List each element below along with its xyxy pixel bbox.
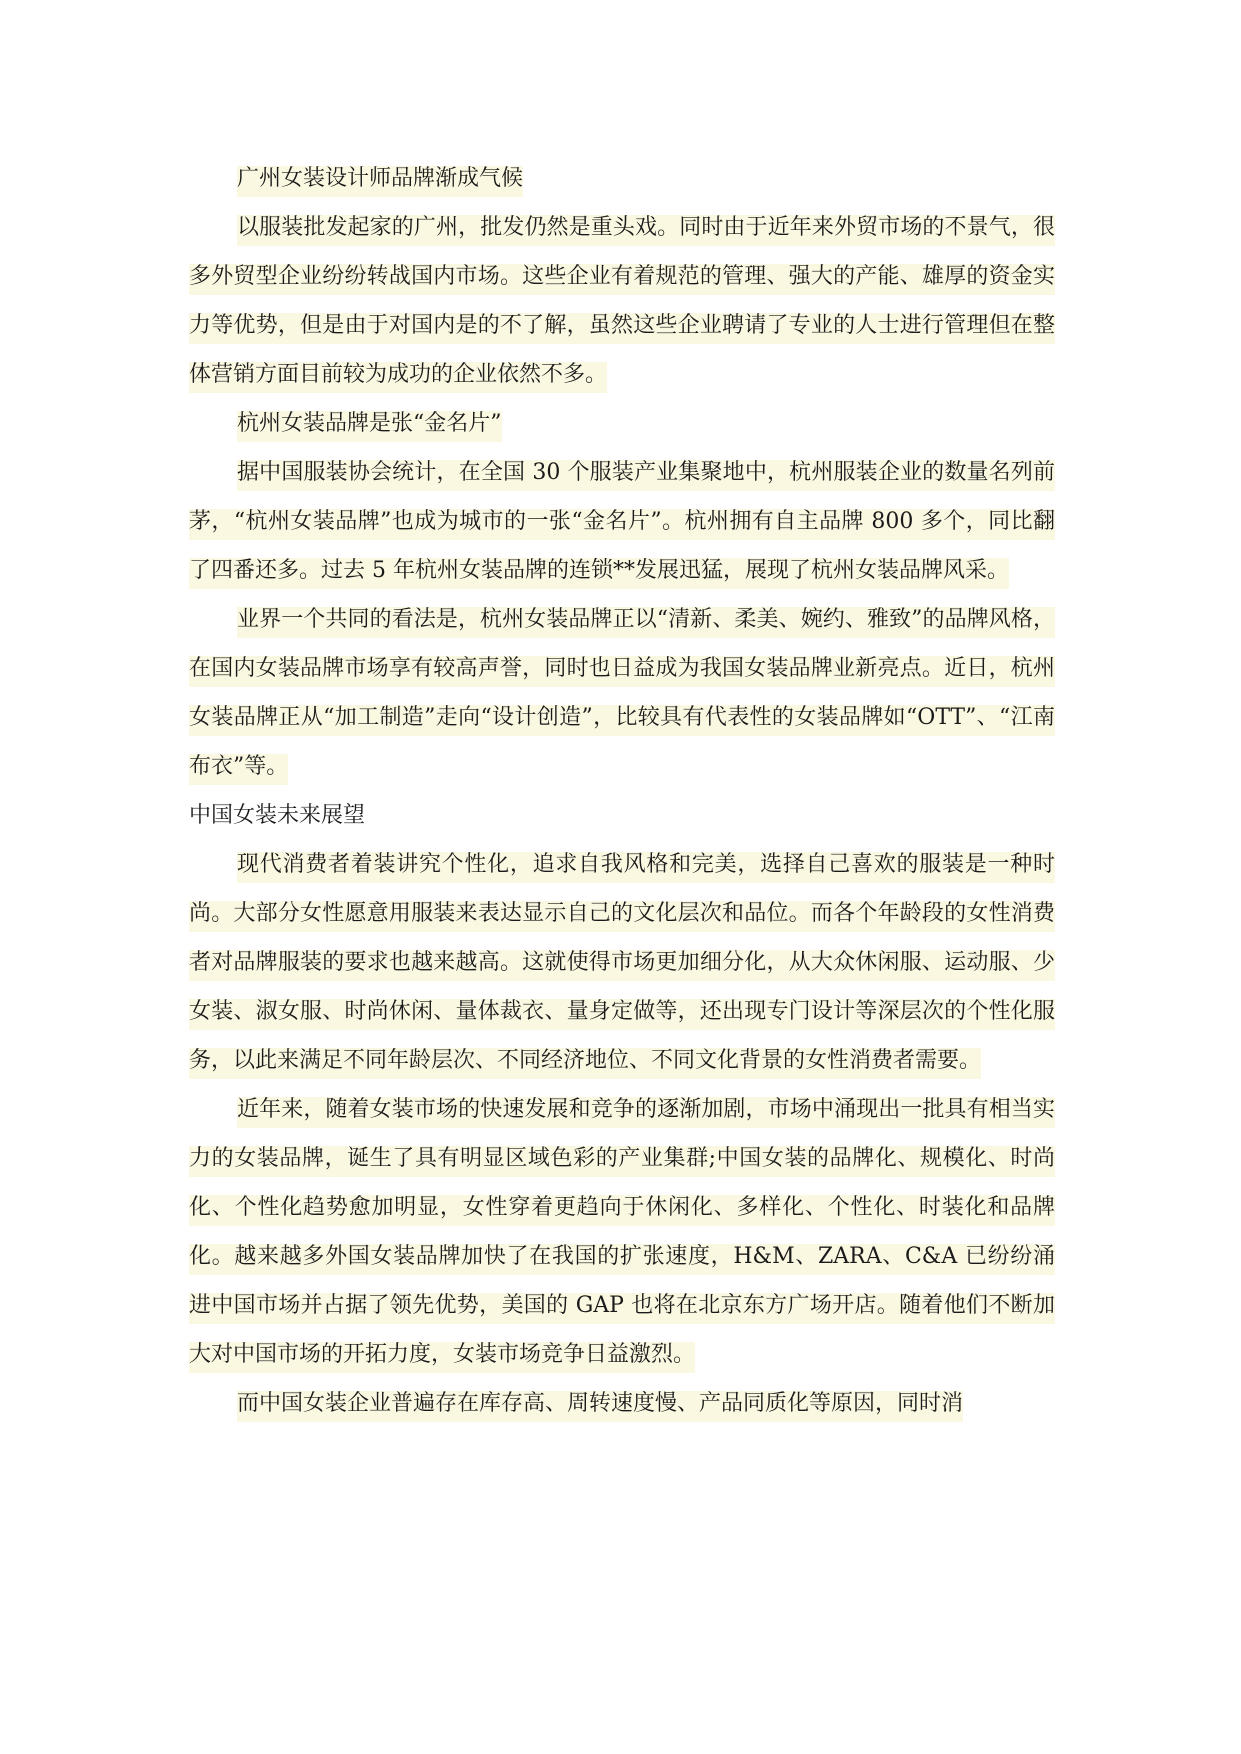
paragraph-market-competition-text: 近年来，随着女装市场的快速发展和竞争的逐渐加剧，市场中涌现出一批具有相当实力的女装品牌，诞生了具有明显区域色彩的产业集群;中国女装的品牌化、规模化、时尚化、个性化趋势愈加明显，女性穿着更趋向于休闲化、多样化、个性化、时装化和品牌化。越来越多外国女装品牌加快了在我国的扩张速度，H&M、ZARA、C&A 已纷纷涌进中国市场并占据了领先优势，美国的 GAP 也将在北京东方广场开店。随着他们不断加大对中国市场的开拓力度，女装市场竞争日益激烈。 xyxy=(189,1097,1055,1373)
paragraph-inventory-issues xyxy=(189,1379,1055,1428)
subheading-hangzhou xyxy=(189,399,1055,448)
paragraph-consumer-trends-text: 现代消费者着装讲究个性化，追求自我风格和完美，选择自己喜欢的服装是一种时尚。大部分女性愿意用服装来表达显示自己的文化层次和品位。而各个年龄段的女性消费者对品牌服装的要求也越来越高。这就使得市场更加细分化，从大众休闲服、运动服、少女装、淑女服、时尚休闲、量体裁衣、量身定做等，还出现专门设计等深层次的个性化服务，以此来满足不同年龄层次、不同经济地位、不同文化背景的女性消费者需要。 xyxy=(189,852,1055,1079)
subheading-guangzhou xyxy=(189,154,1055,203)
paragraph-consumer-trends xyxy=(189,840,1055,1085)
paragraph-hangzhou-style xyxy=(189,595,1055,791)
paragraph-guangzhou-wholesale-text: 以服装批发起家的广州，批发仍然是重头戏。同时由于近年来外贸市场的不景气，很多外贸型企业纷纷转战国内市场。这些企业有着规范的管理、强大的产能、雄厚的资金实力等优势，但是由于对国内是的不了解，虽然这些企业聘请了专业的人士进行管理但在整体营销方面目前较为成功的企业依然不多。 xyxy=(189,215,1055,393)
paragraph-hangzhou-statistics xyxy=(189,448,1055,595)
paragraph-guangzhou-wholesale xyxy=(189,203,1055,399)
paragraph-hangzhou-statistics-text: 据中国服装协会统计，在全国 30 个服装产业集聚地中，杭州服装企业的数量名列前茅，“杭州女装品牌”也成为城市的一张“金名片”。杭州拥有自主品牌 800 多个，同比翻了四番还多。过去 5 年杭州女装品牌的连锁**发展迅猛，展现了杭州女装品牌风采。 xyxy=(189,460,1055,589)
subheading-hangzhou-text: 杭州女装品牌是张“金名片” xyxy=(237,411,502,442)
paragraph-market-competition xyxy=(189,1085,1055,1379)
document-body xyxy=(189,154,1055,1428)
paragraph-inventory-issues-text: 而中国女装企业普遍存在库存高、周转速度慢、产品同质化等原因，同时消 xyxy=(237,1391,963,1422)
subheading-guangzhou-text: 广州女装设计师品牌渐成气候 xyxy=(237,166,523,197)
paragraph-hangzhou-style-text: 业界一个共同的看法是，杭州女装品牌正以“清新、柔美、婉约、雅致”的品牌风格，在国内女装品牌市场享有较高声誉，同时也日益成为我国女装品牌业新亮点。近日，杭州女装品牌正从“加工制造”走向“设计创造”，比较具有代表性的女装品牌如“OTT”、“江南布衣”等。 xyxy=(189,607,1055,785)
section-heading-outlook: 中国女装未来展望 xyxy=(189,803,366,828)
